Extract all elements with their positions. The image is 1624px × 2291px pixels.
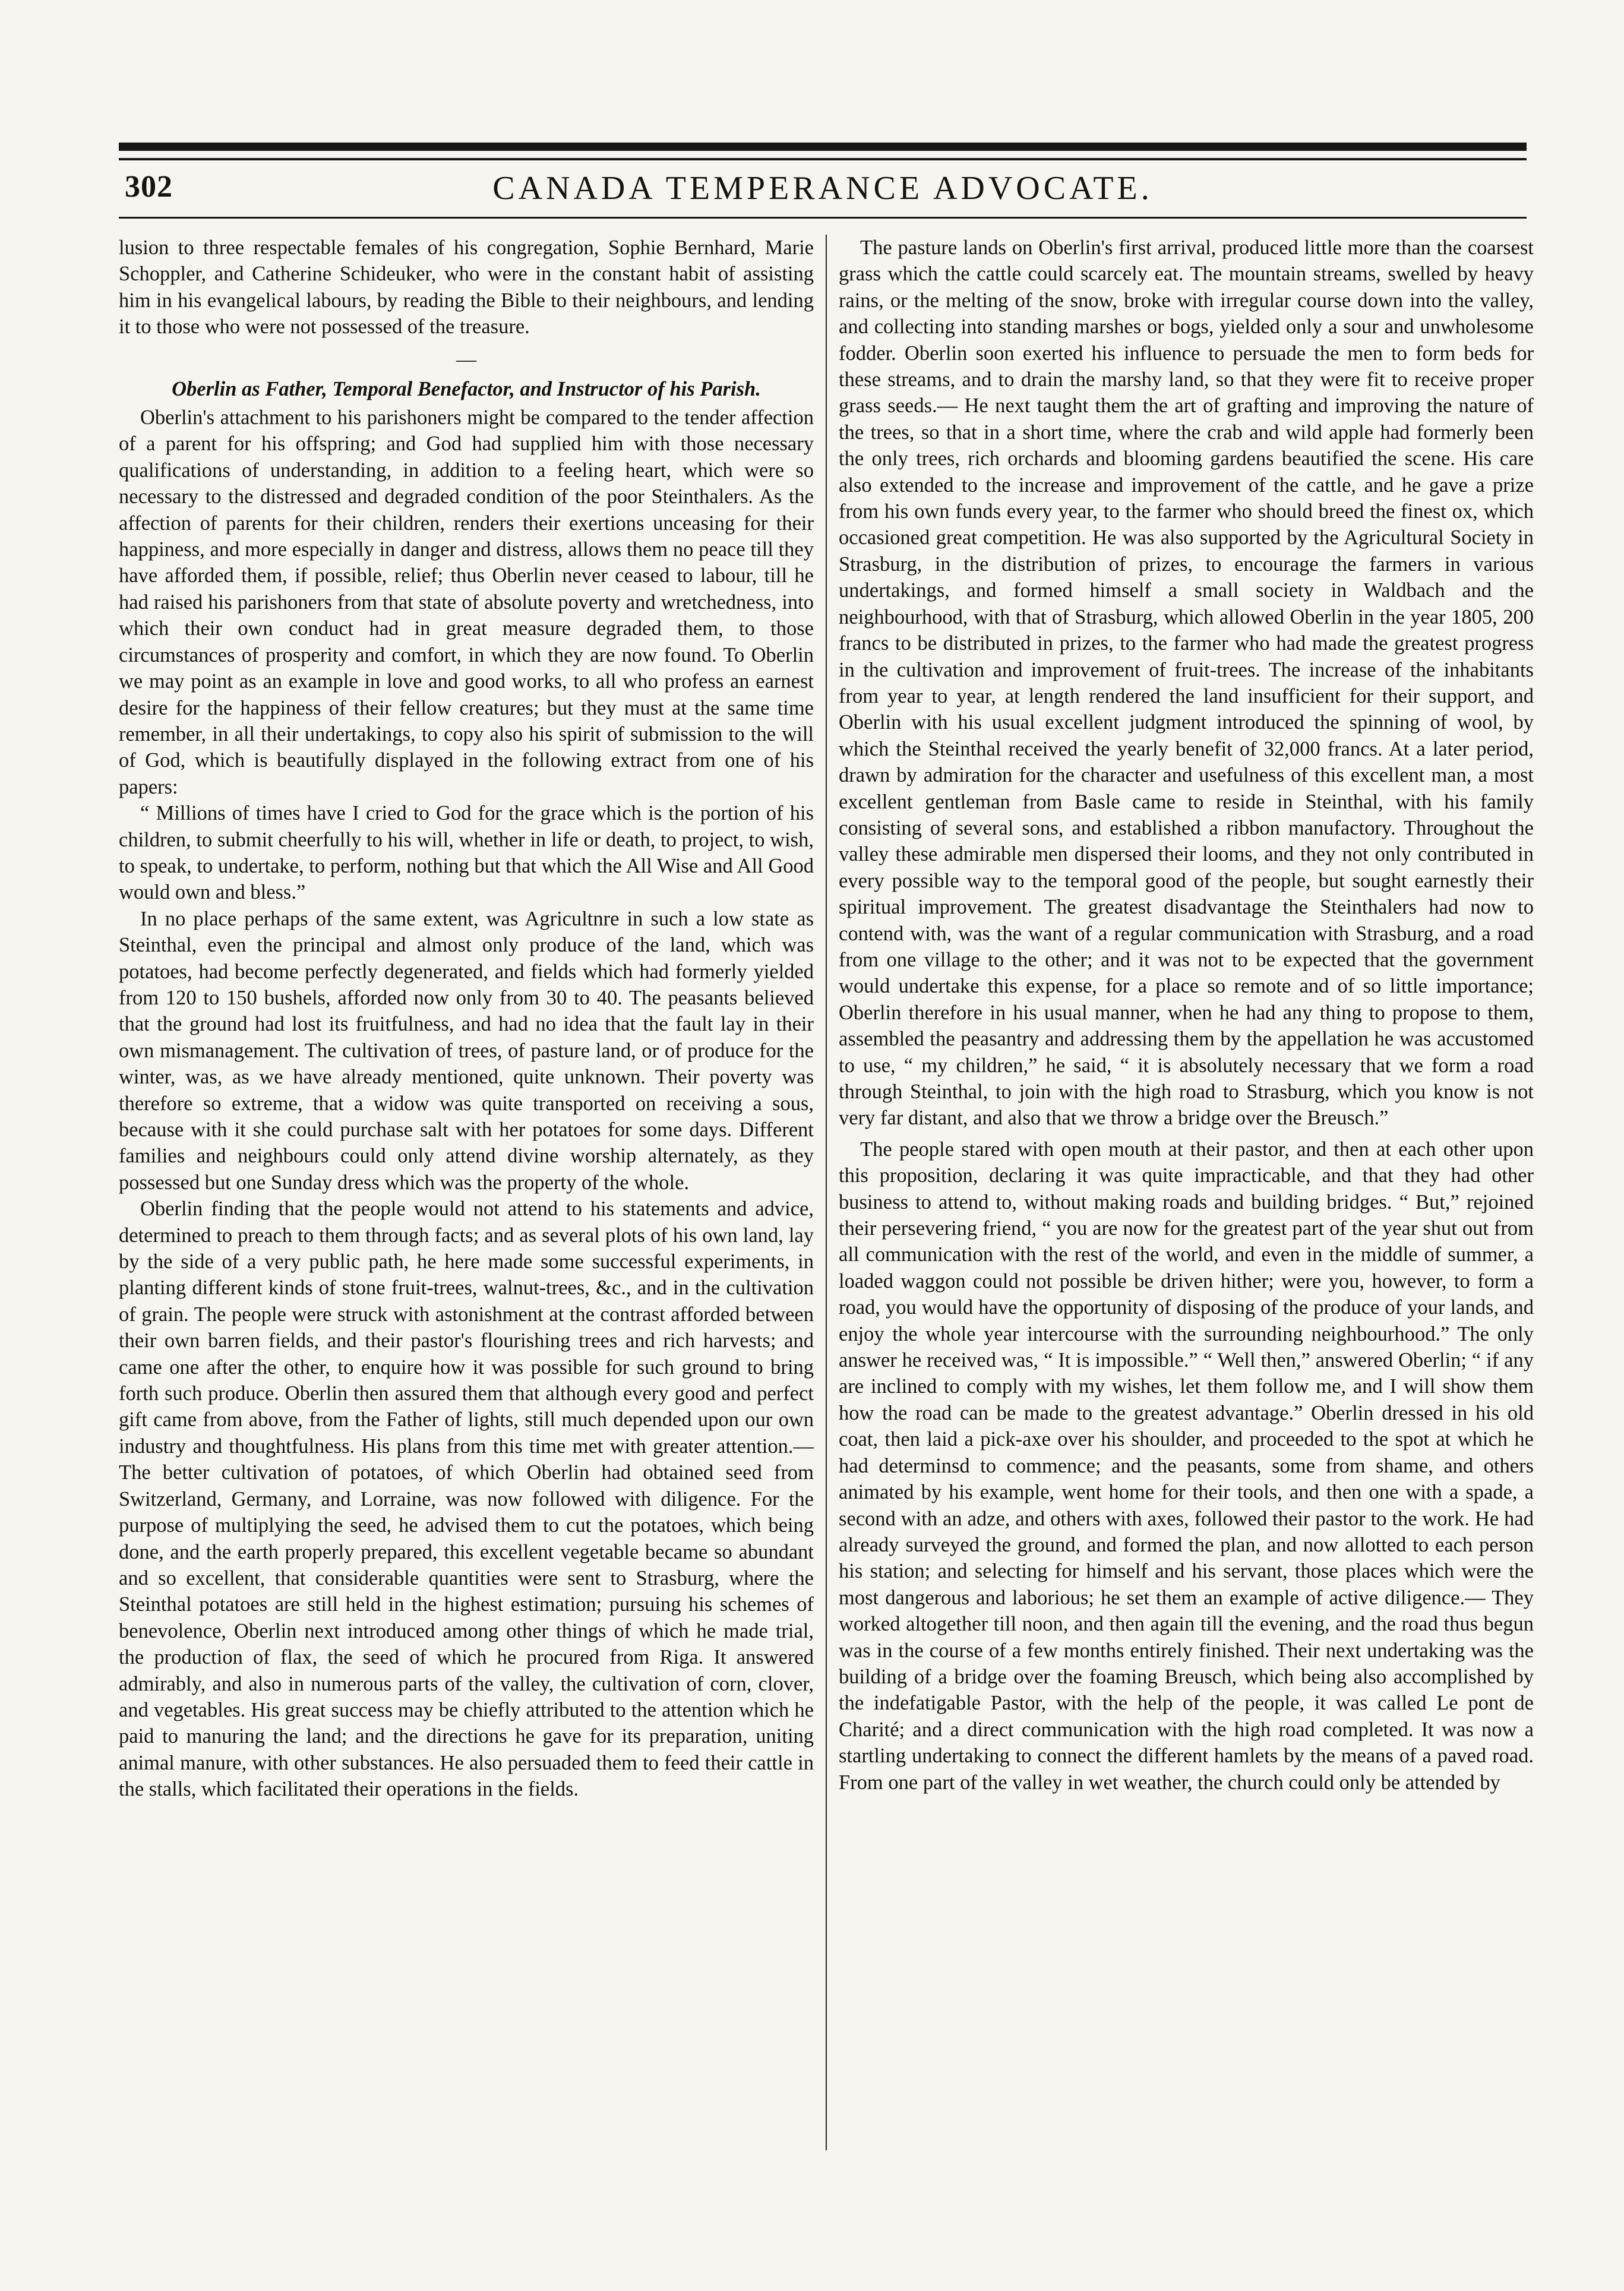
section-divider: — [456,348,476,371]
running-head: CANADA TEMPERANCE ADVOCATE. [492,170,1153,207]
paragraph-continuation: lusion to three respectable females of his congregation, Sophie Bernhard, Marie Schoppler, and Catherine Schideuker, who were in the constant habit of assisting him in his evangelical labours, by reading the Bible to their neighbours, and lending it to those who were not possessed of the treasure. [119,236,814,339]
paragraph-attachment: Oberlin's attachment to his parishoners might be compared to the tender affection of a parent for his offspring; and God had supplied him with those necessary qualifications of understanding, in addition to a feeling heart, which were so necessary to the distressed and degraded condition of the poor Steinthalers. As the affection of parents for their children, renders their exertions unceasing for their happiness, and more especially in danger and distress, allows them no peace till they have afforded them, if possible, relief; thus Oberlin never ceased to labour, till he had raised his parishoners from that state of absolute poverty and wretchedness, into which their own conduct had in great measure degraded them, to those circumstances of prosperity and comfort, in which they are now found. To Oberlin we may point as an example in love and good works, to all who profess an earnest desire for the happiness of their fellow creatures; but they must at the same time remember, in all their undertakings, to copy also his spirit of submission to the will of God, which is beautifully displayed in the following extract from one of his papers: [119,406,814,798]
paragraph-finding: Oberlin finding that the people would not attend to his statements and advice, determined to preach to them through facts; and as several plots of his own land, lay by the side of a very public path, he here made some successful experiments, in planting different kinds of stone fruit-trees, walnut-trees, &c., and in the cultivation of grain. The people were struck with astonishment at the contrast afforded between their own barren fields, and their pastor's flourishing trees and rich harvests; and came one after the other, to enquire how it was possible for such ground to bring forth such produce. Oberlin then assured them that although every good and perfect gift came from above, from the Father of lights, still much depended upon our own industry and thoughtfulness. His plans from this time met with greater attention.— The better cultivation of potatoes, of which Oberlin had obtained seed from Switzerland, Germany, and Lorraine, was now followed with diligence. For the purpose of multiplying the seed, he advised them to cut the potatoes, which being done, and the earth properly prepared, this excellent vegetable became so abundant and so excellent, that considerable quantities were sent to Strasburg, where the Steinthal potatoes are still held in the highest estimation; pursuing his schemes of benevolence, Oberlin next introduced among other things of which he made trial, the production of flax, the seed of which he procured from Riga. It answered admirably, and also in numerous parts of the valley, the cultivation of corn, clover, and vegetables. His great success may be chiefly attributed to the attention which he paid to manuring the land; and the directions he gave for its preparation, uniting animal manure, with other substances. He also persuaded them to feed their cattle in the stalls, which facilitated their operations in the fields. [119,1197,814,1801]
section-heading: Oberlin as Father, Temporal Benefactor, and Instructor of his Parish. [172,377,761,400]
paragraph-people: The people stared with open mouth at their pastor, and then at each other upon this proposition, declaring it was quite impracticable, and that they had other business to attend to, without making roads and building bridges. “ But,” rejoined their persevering friend, “ you are now for the greatest part of the year shut out from all communication with the rest of the world, and even in the middle of summer, a loaded waggon could not possible be driven hither; were you, however, to form a road, you would have the opportunity of disposing of the produce of your lands, and enjoy the whole year intercourse with the surrounding neighbourhood.” The only answer he received was, “ It is impossible.” “ Well then,” answered Oberlin; “ if any are inclined to comply with my wishes, let them follow me, and I will show them how the road can be made to the greatest advantage.” Oberlin dressed in his old coat, then laid a pick-axe over his shoulder, and proceeded to the spot at which he had determinsd to commence; and the peasants, some from shame, and others animated by his example, went home for their tools, and then one with a spade, a second with an adze, and others with axes, followed their pastor to the work. He had already surveyed the ground, and formed the plan, and now allotted to each person his station; and selecting for himself and his servant, those places which were the most dangerous and laborious; he set them an example of active diligence.— They worked altogether till noon, and then again till the evening, and the road thus begun was in the course of a few months entirely finished. Their next undertaking was the building of a bridge over the foaming Breusch, which being also accomplished by the indefatigable Pastor, with the help of the people, it was called Le pont de Charité; and a direct communication with the high road completed. It was now a startling undertaking to connect the different hamlets by the means of a paved road. From one part of the valley in wet weather, the church could only be attended by [839,1137,1534,1794]
header-rule [119,217,1527,219]
top-rule-thin [119,158,1527,160]
paragraph-agriculture: In no place perhaps of the same extent, was Agricultnre in such a low state as Steinthal, even the principal and almost only produce of the land, which was potatoes, had become perfectly degenerated, and fields which had formerly yielded from 120 to 150 bushels, afforded now only from 30 to 40. The peasants believed that the ground had lost its fruitfulness, and had no idea that the fault lay in their own mismanagement. The cultivation of trees, of pasture land, or of produce for the winter, was, as we have already mentioned, quite unknown. Their poverty was therefore so extreme, that a widow was quite transported on receiving a sous, because with it she could purchase salt with her potatoes for some days. Different families and neighbours could only attend divine worship alternately, as they possessed but one Sunday dress which was the property of the whole. [119,907,814,1194]
page-number: 302 [125,170,173,204]
paragraph-quote: “ Millions of times have I cried to God for the grace which is the portion of his children, to submit cheerfully to his will, whether in life or death, to project, to wish, to speak, to undertake, to perform, nothing but that which the All Wise and All Good would own and bless.” [119,802,814,904]
column-divider [826,235,827,2150]
top-rule-thick [119,143,1527,151]
right-column [839,235,1534,2147]
paragraph-gap [839,1132,1534,1136]
left-column [119,235,814,2147]
page-header [119,169,1527,223]
paragraph-pasture: The pasture lands on Oberlin's first arrival, produced little more than the coarsest grass which the cattle could scarcely eat. The mountain streams, swelled by heavy rains, or the melting of the snow, broke with irregular course down into the valley, and collecting into standing marshes or bogs, yielded only a sour and unwholesome fodder. Oberlin soon exerted his influence to persuade the men to form beds for these streams, and to drain the marshy land, so that they were fit to receive proper grass seeds.— He next taught them the art of grafting and improving the nature of the trees, so that in a short time, where the crab and wild apple had formerly been the only trees, rich orchards and blooming gardens beautified the scene. His care also extended to the increase and improvement of the cattle, and he gave a prize from his own funds every year, to the farmer who should breed the finest ox, which occasioned great competition. He was also supported by the Agricultural Society in Strasburg, in the distribution of prizes, to encourage the farmers in various undertakings, and formed himself a small society in Waldbach and the neighbourhood, with that of Strasburg, which allowed Oberlin in the year 1805, 200 francs to be distributed in prizes, to the farmer who had made the greatest progress in the cultivation and improvement of fruit-trees. The increase of the inhabitants from year to year, at length rendered the land insufficient for their support, and Oberlin with his usual excellent judgment introduced the spinning of wool, by which the Steinthal received the yearly benefit of 32,000 francs. At a later period, drawn by admiration for the character and usefulness of this excellent man, a most excellent gentleman from Basle came to reside in Steinthal, with his family consisting of several sons, and established a ribbon manufactory. Throughout the valley these admirable men dispersed their looms, and they not only contributed in every possible way to the temporal good of the people, but sought earnestly their spiritual improvement. The greatest disadvantage the Steinthalers had now to contend with, was the want of a regular communication with Strasburg, and a road from one village to the other; and it was not to be expected that the government would undertake this expense, for a place so remote and of so little importance; Oberlin therefore in his usual manner, when he had any thing to propose to them, assembled the peasantry and addressing them by the appellation he was accustomed to use, “ my children,” he said, “ it is absolutely necessary that we form a road through Steinthal, to join with the high road to Strasburg, which you know is not very far distant, and also that we throw a bridge over the Breusch.” [839,236,1534,1130]
